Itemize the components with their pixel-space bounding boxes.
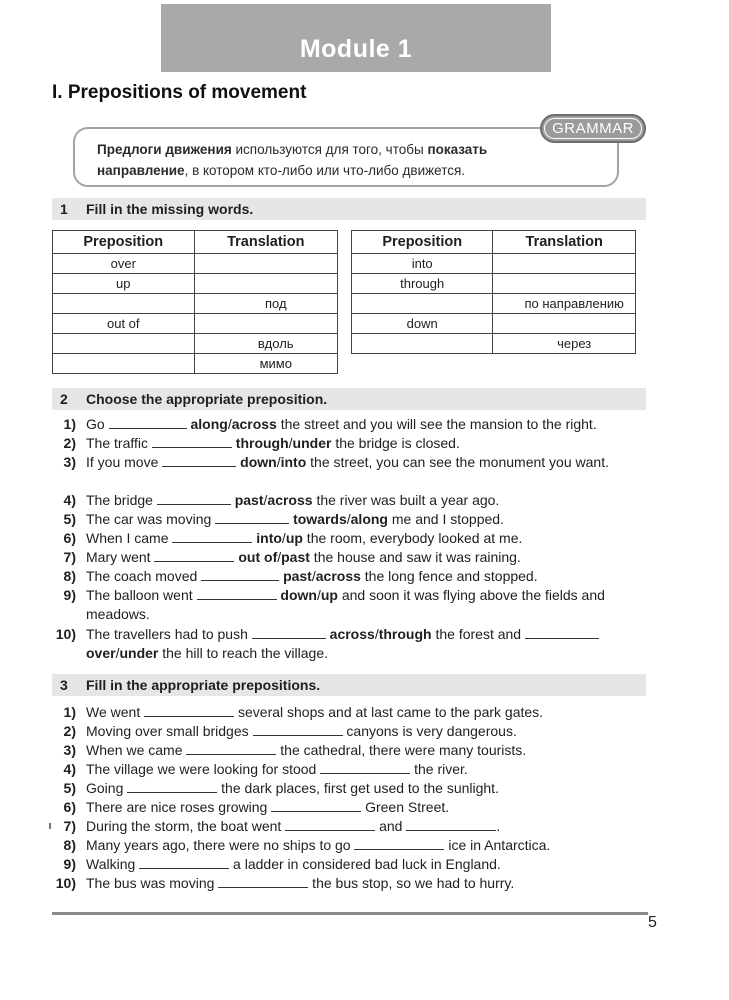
item-text [86,760,642,779]
item-number: 10) [55,626,76,642]
column-header-preposition: Preposition [53,231,195,254]
sentence-text: / [263,492,268,508]
sentence-text: the forest and [431,626,525,642]
preposition-choice: across [329,626,375,642]
sentence-text: . [496,818,501,834]
sentence-text: and soon it was flying above the fields and meadows. [86,587,605,622]
sentence-text: / [277,549,282,565]
preposition-choice: across [315,568,361,584]
item-number: 6) [63,799,76,815]
translation-cell[interactable] [493,314,636,334]
item-text [86,722,642,741]
item-text [86,548,642,567]
translation-cell[interactable] [194,274,337,294]
answer-blank[interactable] [157,491,231,505]
exercise-item [52,625,642,663]
item-text [86,567,642,586]
table-row [53,354,338,374]
grammar-text-1: используются для того, чтобы [231,142,428,157]
item-text [86,510,642,529]
item-number: 2) [63,435,76,451]
item-number: 8) [63,568,76,584]
sentence-text: the bridge is closed. [331,435,460,451]
item-text [86,836,642,855]
sentence-text: / [346,511,351,527]
column-header-translation: Translation [194,231,337,254]
item-text [86,817,642,836]
preposition-choice: down [240,454,277,470]
item-number: 5) [63,780,76,796]
item-text [86,798,642,817]
item-text [86,415,642,434]
exercise-1-title: Fill in the missing words. [86,201,254,217]
table-row [53,274,338,294]
grammar-tag-label: GRAMMAR [544,118,642,139]
preposition-choice: up [320,587,338,603]
grammar-text-2: , в котором кто-либо или что-либо движется. [184,163,466,178]
preposition-choice: towards [293,511,347,527]
preposition-cell[interactable]: through [352,274,493,294]
sentence-text: The bridge [86,492,157,508]
preposition-cell[interactable] [352,294,493,314]
sentence-text: Walking [86,856,140,872]
sentence-text: ice in Antarctica. [444,837,551,853]
sentence-text: a ladder in considered bad luck in England. [229,856,501,872]
sentence-text: The coach moved [86,568,202,584]
exercise-item [52,874,642,893]
item-number: 10) [55,875,76,891]
item-text [86,855,642,874]
sentence-text: The traffic [86,435,152,451]
sentence-text: We went [86,704,145,720]
preposition-choice: up [285,530,303,546]
sentence-text: the long fence and stopped. [360,568,538,584]
table-row [352,274,636,294]
sentence-text: When we came [86,742,187,758]
grammar-bold-1: Предлоги движения [97,142,232,157]
answer-blank[interactable] [154,548,234,562]
translation-cell[interactable] [194,254,337,274]
sentence-text: The car was moving [86,511,216,527]
answer-blank[interactable] [406,817,496,831]
exercise-item [52,491,642,510]
grammar-bold-3: направление [97,163,185,178]
translation-cell[interactable] [493,274,636,294]
sentence-text: / [115,645,120,661]
preposition-choice: under [119,645,159,661]
item-text [86,779,642,798]
preposition-choice: across [267,492,313,508]
preposition-table-left [52,230,338,374]
table-row [352,254,636,274]
sentence-text: canyons is very dangerous. [342,723,517,739]
answer-blank[interactable] [215,510,289,524]
exercise-3-number: 3 [60,677,68,693]
preposition-choice: under [292,435,332,451]
preposition-cell[interactable]: into [352,254,493,274]
preposition-choice: past [234,492,264,508]
item-number: 9) [63,587,76,603]
item-text [86,453,642,472]
answer-blank[interactable] [271,798,361,812]
section-title: I. Prepositions of movement [52,82,307,103]
preposition-choice: out of [238,549,278,565]
exercise-item [52,548,642,567]
sentence-text: Going [86,780,128,796]
exercise-item [52,415,642,434]
translation-cell[interactable]: вдоль [194,334,337,354]
answer-blank[interactable] [201,567,279,581]
preposition-choice: over [86,645,116,661]
answer-blank[interactable] [218,874,308,888]
preposition-cell[interactable]: up [53,274,195,294]
table-row [53,254,338,274]
sentence-text: the cathedral, there were many tourists. [276,742,527,758]
item-number: 1) [63,416,76,432]
column-header-translation: Translation [493,231,636,254]
translation-cell[interactable]: по направлению [493,294,636,314]
answer-blank[interactable] [252,625,326,639]
translation-cell[interactable]: через [493,334,636,354]
exercise-item [52,586,642,624]
item-number: 2) [63,723,76,739]
preposition-cell[interactable]: out of [53,314,195,334]
grammar-bold-2: показать [427,142,488,157]
exercise-item [52,798,642,817]
item-text [86,491,642,510]
exercise-3-header [52,674,646,696]
item-number: 4) [63,492,76,508]
answer-blank[interactable] [354,836,444,850]
answer-blank[interactable] [139,855,229,869]
item-text [86,625,642,663]
answer-blank[interactable] [253,722,343,736]
table-row [352,334,636,354]
exercise-item [52,567,642,586]
translation-cell[interactable] [194,314,337,334]
preposition-choice: through [378,626,432,642]
item-text [86,529,642,548]
item-number: 3) [63,742,76,758]
item-number: 3) [63,454,76,470]
grammar-text [97,139,597,181]
sentence-text: the house and saw it was raining. [309,549,521,565]
grammar-tag [540,114,646,143]
preposition-choice: through [235,435,289,451]
preposition-cell[interactable] [53,334,195,354]
answer-blank[interactable] [197,586,277,600]
table-row [53,334,338,354]
sentence-text: During the storm, the boat went [86,818,286,834]
item-text [86,874,642,893]
sentence-text: Moving over small bridges [86,723,253,739]
exercise-item [52,453,642,472]
preposition-choice: into [256,530,282,546]
exercise-item [52,836,642,855]
answer-blank[interactable] [186,741,276,755]
sentence-text: The balloon went [86,587,197,603]
preposition-choice: into [280,454,307,470]
sentence-text: the street and you will see the mansion to the right. [276,416,597,432]
footer-rule [52,912,648,915]
item-text [86,586,642,624]
translation-cell[interactable]: под [194,294,337,314]
answer-blank[interactable] [152,434,232,448]
sentence-text: / [374,626,379,642]
sentence-text: Go [86,416,109,432]
answer-blank[interactable] [109,415,187,429]
sentence-text: Mary went [86,549,155,565]
sentence-text: / [316,587,321,603]
page-number: 5 [648,914,657,931]
sentence-text: / [227,416,232,432]
exercise-item [52,510,642,529]
exercise-2-header [52,388,646,410]
sentence-text: The travellers had to push [86,626,252,642]
sentence-text: the river. [410,761,468,777]
grammar-box [73,127,619,187]
module-banner [161,4,551,72]
translation-cell[interactable]: мимо [194,354,337,374]
preposition-cell[interactable] [53,294,195,314]
exercise-1-header [52,198,646,220]
item-text [86,741,642,760]
answer-blank[interactable] [127,779,217,793]
answer-blank[interactable] [144,703,234,717]
sentence-text: the dark places, first get used to the sunlight. [217,780,499,796]
item-number: 8) [63,837,76,853]
item-number: 4) [63,761,76,777]
answer-blank[interactable] [162,453,236,467]
exercise-2-number: 2 [60,391,68,407]
exercise-item [52,760,642,779]
preposition-cell[interactable] [352,334,493,354]
preposition-choice: down [280,587,317,603]
table-row [352,314,636,334]
sentence-text: the bus stop, so we had to hurry. [308,875,515,891]
sentence-text: / [311,568,316,584]
sentence-text: the hill to reach the village. [158,645,329,661]
item-text [86,703,642,722]
column-header-preposition: Preposition [352,231,493,254]
item-number: 5) [63,511,76,527]
preposition-choice: past [281,549,310,565]
preposition-choice: past [283,568,312,584]
sentence-text: / [288,435,293,451]
exercise-item [52,817,642,836]
translation-cell[interactable] [493,254,636,274]
sentence-text: several shops and at last came to the park gates. [234,704,544,720]
preposition-cell[interactable]: over [53,254,195,274]
table-row [53,294,338,314]
exercise-item [52,703,642,722]
sentence-text: Green Street. [361,799,450,815]
sentence-text: and [375,818,407,834]
margin-mark [49,823,51,829]
sentence-text: If you move [86,454,163,470]
preposition-choice: along [350,511,388,527]
answer-blank[interactable] [525,625,599,639]
exercise-item [52,434,642,453]
sentence-text: When I came [86,530,173,546]
exercise-1-number: 1 [60,201,68,217]
item-number: 9) [63,856,76,872]
exercise-item [52,741,642,760]
sentence-text: The village we were looking for stood [86,761,321,777]
preposition-cell[interactable]: down [352,314,493,334]
item-number: 1) [63,704,76,720]
item-number: 7) [63,549,76,565]
item-number: 7) [63,818,76,834]
sentence-text: / [276,454,281,470]
table-row [352,294,636,314]
exercise-item [52,722,642,741]
preposition-choice: across [231,416,277,432]
exercise-2-title: Choose the appropriate preposition. [86,391,328,407]
sentence-text: the room, everybody looked at me. [302,530,523,546]
sentence-text: / [281,530,286,546]
exercise-item [52,855,642,874]
preposition-cell[interactable] [53,354,195,374]
exercise-item [52,529,642,548]
sentence-text: the street, you can see the monument you want. [306,454,609,470]
preposition-table-right [351,230,636,354]
preposition-choice: along [190,416,228,432]
item-text [86,434,642,453]
sentence-text: the river was built a year ago. [312,492,500,508]
answer-blank[interactable] [320,760,410,774]
exercise-3-title: Fill in the appropriate prepositions. [86,677,321,693]
module-title: Module 1 [299,35,413,63]
sentence-text: There are nice roses growing [86,799,272,815]
sentence-text: Many years ago, there were no ships to go [86,837,355,853]
sentence-text: me and I stopped. [387,511,504,527]
table-row [53,314,338,334]
sentence-text: The bus was moving [86,875,219,891]
answer-blank[interactable] [285,817,375,831]
answer-blank[interactable] [172,529,252,543]
exercise-item [52,779,642,798]
item-number: 6) [63,530,76,546]
